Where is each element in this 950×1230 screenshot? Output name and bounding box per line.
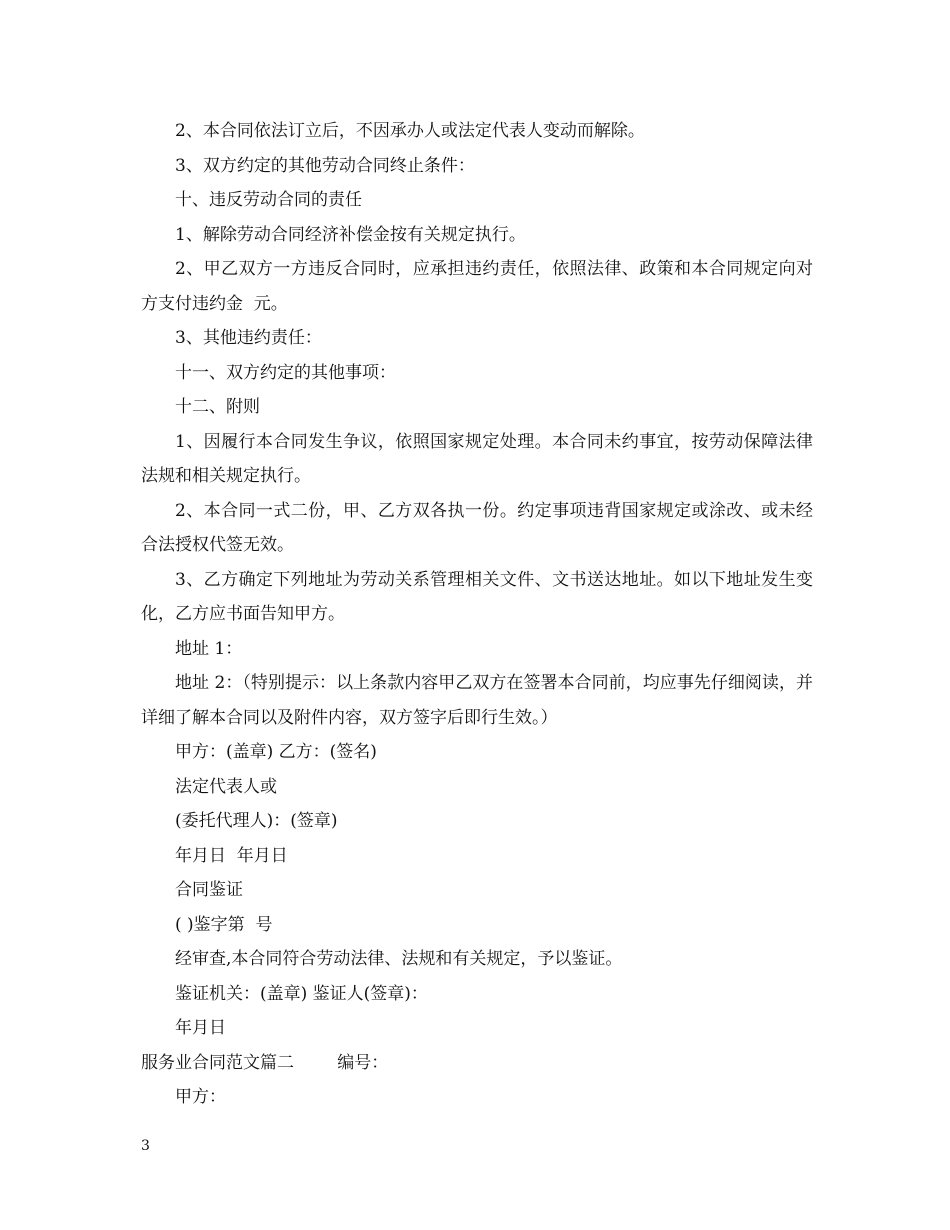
paragraph: 经审查,本合同符合劳动法律、法规和有关规定，予以鉴证。 [175, 949, 623, 969]
section-heading: 十、违反劳动合同的责任 [175, 190, 362, 210]
document-body [141, 114, 813, 1115]
address-line: 地址 2：（特别提示：以上条款内容甲乙双方在签署本合同前，均应事先仔细阅读，并详细了解本合同以及附件内容，双方签字后即行生效。） [141, 673, 813, 728]
page-number: 3 [141, 1138, 150, 1154]
signature-line: 甲方：(盖章) 乙方：(签名) [175, 742, 377, 762]
signature-line: (委托代理人)：(签章) [175, 811, 338, 831]
paragraph: 2、甲乙双方一方违反合同时，应承担违约责任，依照法律、政策和本合同规定向对方支付违约金 元。 [141, 259, 813, 314]
paragraph: 1、解除劳动合同经济补偿金按有关规定执行。 [175, 224, 526, 245]
paragraph: 1、因履行本合同发生争议，依照国家规定处理。本合同未约事宜，按劳动保障法律法规和相关规定执行。 [141, 431, 813, 486]
paragraph: 3、其他违约责任： [175, 328, 322, 348]
paragraph: 2、本合同一式二份，甲、乙方双各执一份。约定事项违背国家规定或涂改、或未经合法授权代签无效。 [141, 500, 813, 555]
paragraph: 3、双方约定的其他劳动合同终止条件： [175, 155, 475, 176]
section-heading: 合同鉴证 [175, 880, 243, 900]
section-heading: 十一、双方约定的其他事项： [175, 362, 396, 383]
section-heading: 十二、附则 [175, 397, 260, 417]
document-subtitle: 服务业合同范文篇二 编号： [141, 1052, 389, 1073]
paragraph: 3、乙方确定下列地址为劳动关系管理相关文件、文书送达地址。如以下地址发生变化，乙方应书面告知甲方。 [141, 569, 813, 624]
signature-line: 鉴证机关：(盖章) 鉴证人(签章)： [175, 983, 428, 1004]
date-line: 年月日 年月日 [175, 845, 288, 866]
date-line: 年月日 [175, 1018, 226, 1038]
party-line: 甲方： [175, 1087, 226, 1107]
address-line: 地址 1： [175, 638, 243, 659]
certification-number: ( )鉴字第 号 [175, 914, 273, 935]
signature-line: 法定代表人或 [175, 776, 277, 797]
paragraph: 2、本合同依法订立后，不因承办人或法定代表人变动而解除。 [175, 121, 645, 141]
